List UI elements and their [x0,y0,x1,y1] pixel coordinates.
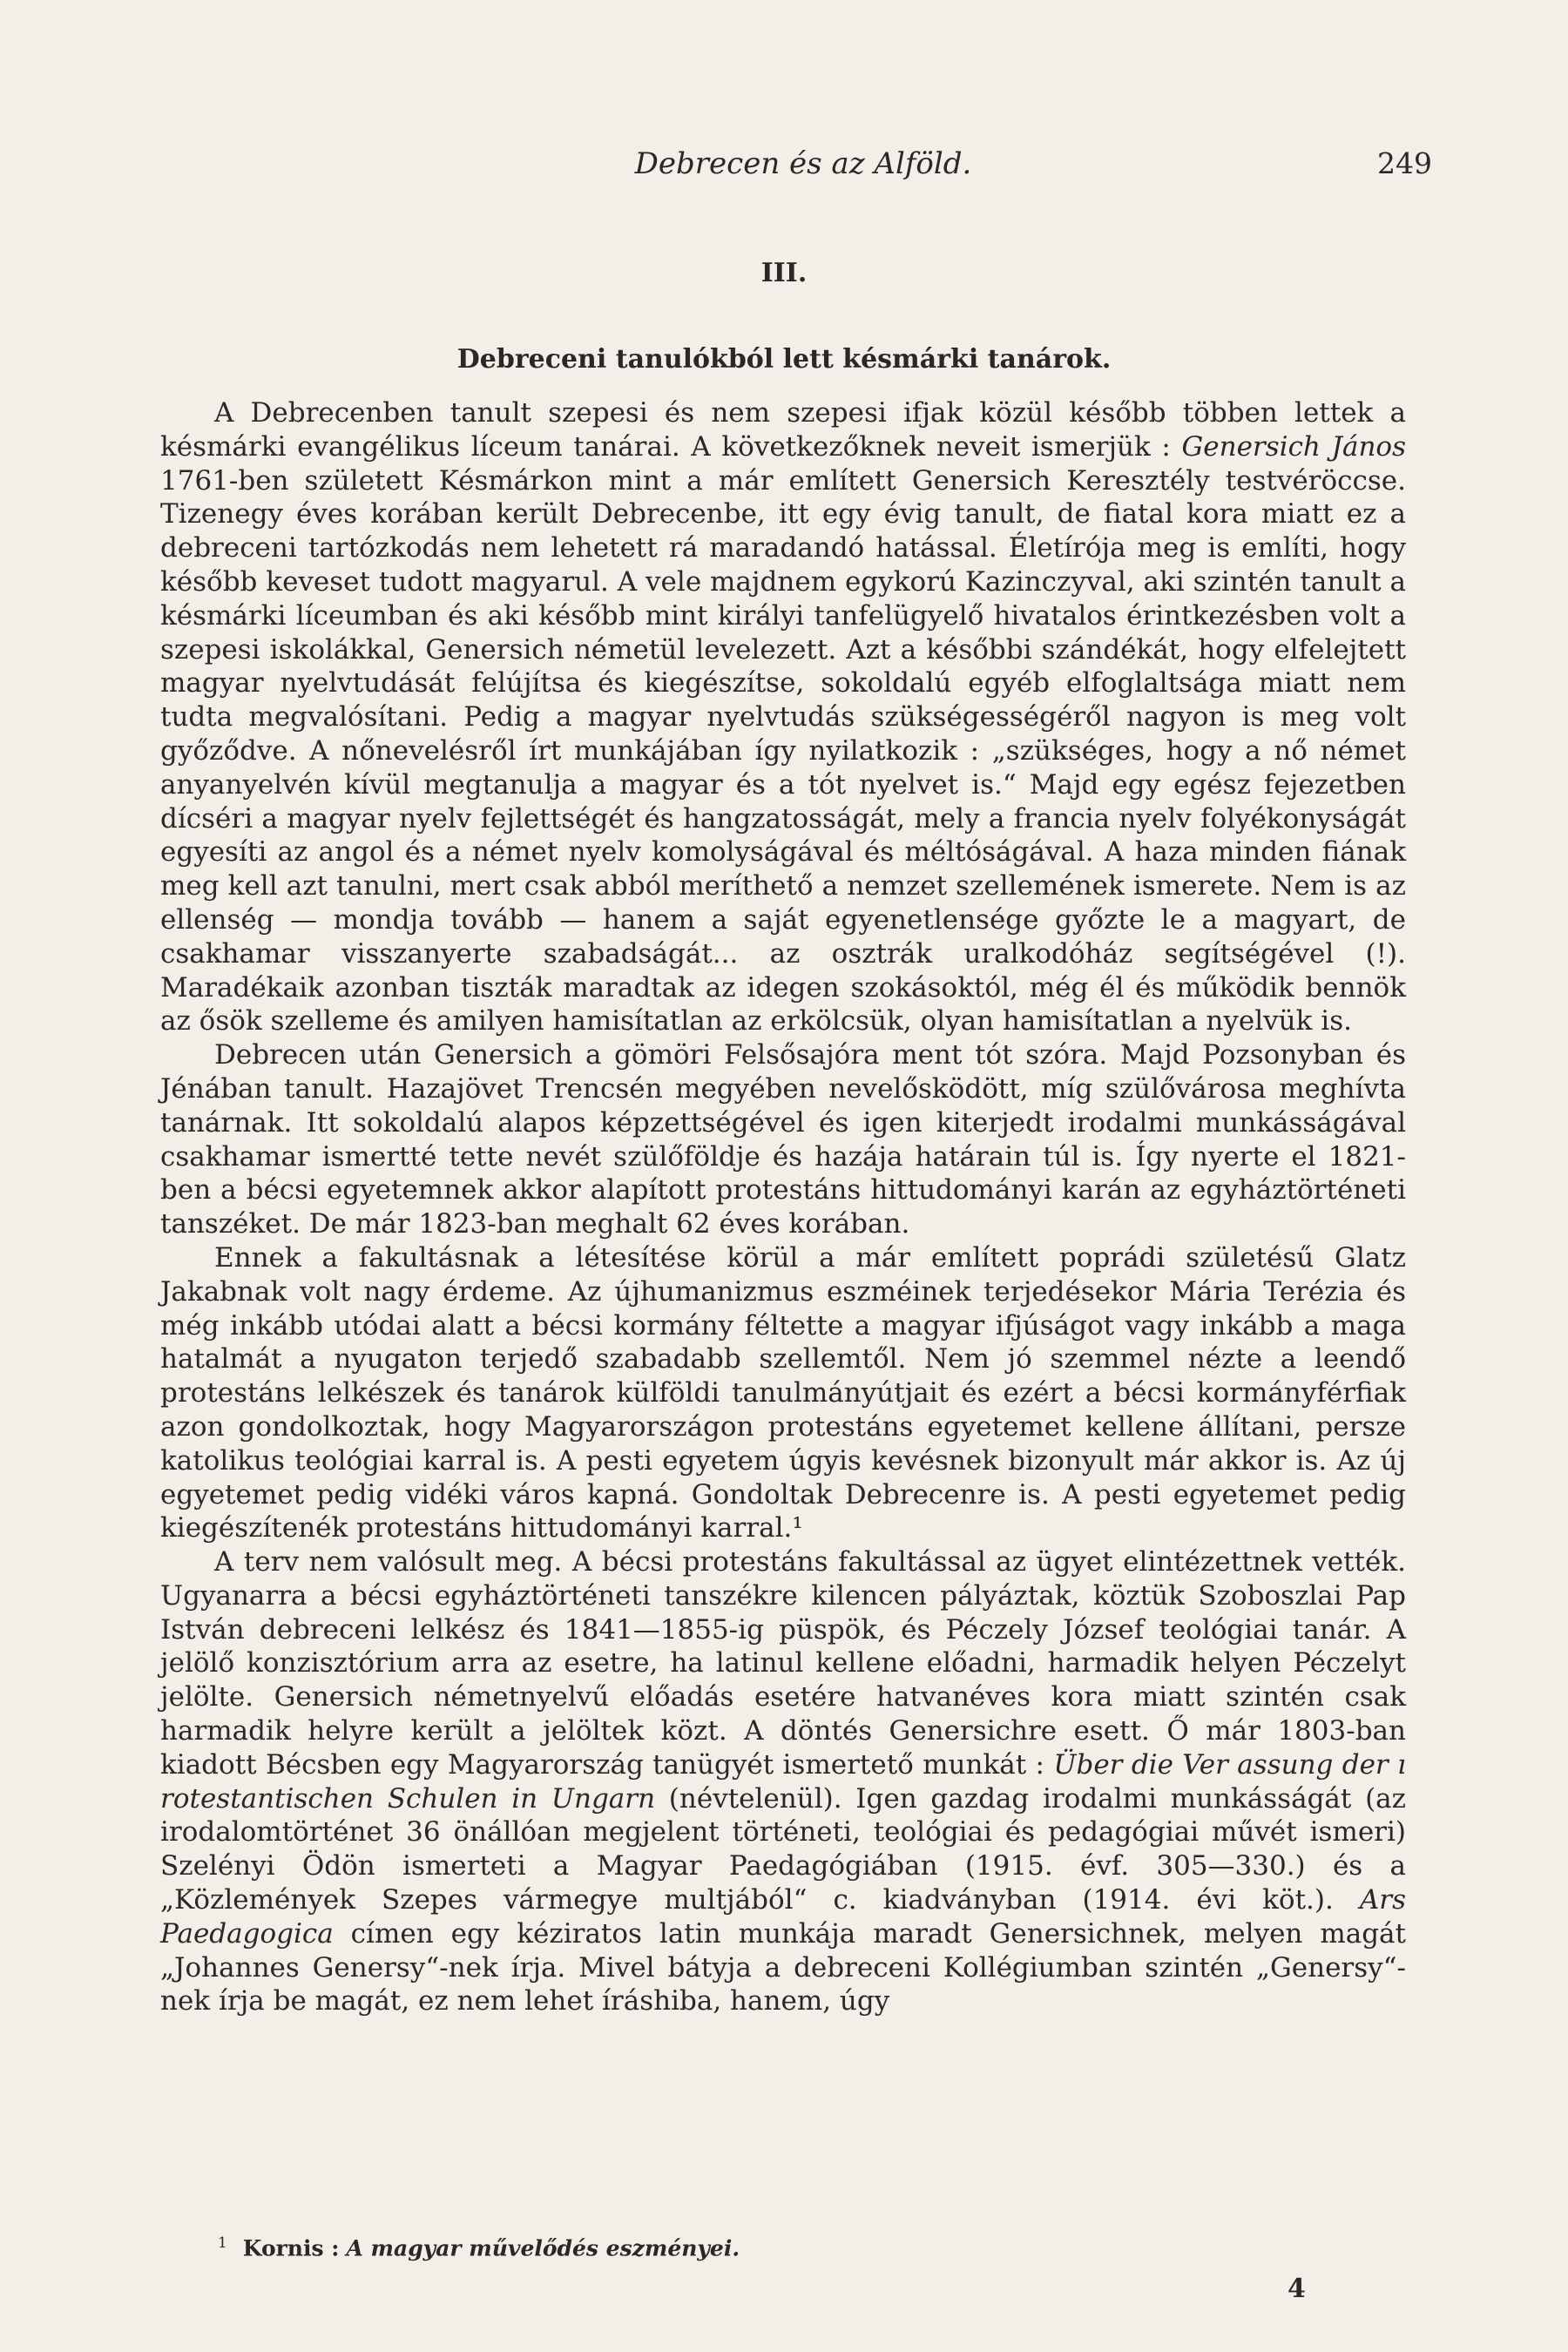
signature-mark: 4 [1288,2274,1306,2304]
paragraph-text: (névtelenül). Igen gazdag irodalmi munkásságát (az irodalomtörténet 36 önállóan megjelent történeti, teológiai és pedagógiai művét ismeri) Szelényi Ödön ismerteti a Magyar Paedagógiában (1915. évf. 305—330.) és a „Közlemények Szepes vármegye multjából“ c. kiadványban (1914. évi köt.). [160,1782,1406,1916]
page-number: 249 [1377,146,1432,180]
paragraph-text: Debrecen után Genersich a gömöri Felsősajóra ment tót szóra. Majd Pozsonyban és Jénában tanult. Hazajövet Trencsén megyében nevelősködött, míg szülővárosa meghívta tanárnak. Itt sokoldalú alapos képzettségével és igen kiterjedt irodalmi munkásságával csakhamar ismertté tette nevét szülőföldje és hazája határain túl is. Így nyerte el 1821-ben a bécsi egyetemnek akkor alapított protestáns hittudományi karán az egyháztörténeti tanszéket. De már 1823-ban meghalt 62 éves korában. [160,1039,1406,1240]
footnote-author: Kornis : [242,2235,340,2261]
paragraph-text: A Debrecenben tanult szepesi és nem szepesi ifjak közül később többen lettek a késmárki evangélikus líceum tanárai. A következőknek neveit ismerjük : [160,397,1406,463]
body-text [160,396,1406,2018]
person-name: Genersich János [1181,430,1406,463]
running-title: Debrecen és az Alföld. [634,146,972,181]
footnote-marker: 1 [218,2234,227,2252]
footnote [218,2234,1263,2261]
paragraph-1 [160,396,1406,1038]
paragraph-text: 1761-ben született Késmárkon mint a már említett Genersich Keresztély testvéröccse. Tizenegy éves korában került Debrecenbe, itt egy évig tanult, de fiatal kora miatt ez a debreceni tartózkodás nem lehetett rá maradandó hatással. Életírója meg is említi, hogy később keveset tudott magyarul. A vele majdnem egykorú Kazinczyval, aki szintén tanult a késmárki líceumban és aki később mint királyi tanfelügyelő hivatalos érintkezésben volt a szepesi iskolákkal, Genersich németül levelezett. Azt a későbbi szándékát, hogy elfelejtett magyar nyelvtudását felújítsa és kiegészítse, sokoldalú egyéb elfoglaltsága miatt nem tudta megvalósítani. Pedig a magyar nyelvtudás szükségességéről nagyon is meg volt győződve. A nőnevelésről írt munkájában így nyilatkozik : „szükséges, hogy a nő német anyanyelvén kívül megtanulja a magyar és a tót nyelvet is.“ Majd egy egész fejezetben dícséri a magyar nyelv fejlettségét és hangzatosságát, mely a francia nyelv folyékonyságát egyesíti az angol és a német nyelv komolyságával és méltóságával. A haza minden fiának meg kell azt tanulni, mert csak abból meríthető a nemzet szellemének ismerete. Nem is az ellenség — mondja tovább — hanem a saját egyenetlensége győzte le a magyart, de csakhamar visszanyerte szabadságát... az osztrák uralkodóház segítségével (!). Maradékaik azonban tiszták maradtak az idegen szokásoktól, még él és működik bennök az ősök szelleme és amilyen hamisítatlan az erkölcsük, olyan hamisítatlan a nyelvük is. [160,464,1406,1037]
paragraph-4 [160,1545,1406,2018]
chapter-title: Debreceni tanulókból lett késmárki tanárok. [456,344,1112,375]
paragraph-2 [160,1038,1406,1241]
running-head [160,146,1446,181]
book-title: Über die Ver assung der ı rotestantischen Schulen in Ungarn [160,1748,1406,1815]
paragraph-text: Ennek a fakultásnak a létesítése körül a már említett poprádi születésű Glatz Jakabnak volt nagy érdeme. Az újhumanizmus eszméinek terjedésekor Mária Terézia és még inkább utódai alatt a bécsi kormány féltette a magyar ifjúságot vagy inkább a maga hatalmát a nyugaton terjedő szabadabb szellemtől. Nem jó szemmel nézte a leendő protestáns lelkészek és tanárok külföldi tanulmányútjait és ezért a bécsi kormányférfiak azon gondolkoztak, hogy Magyarországon protestáns egyetemet kellene állítani, persze katolikus teológiai karral is. A pesti egyetem úgyis kevésnek bizonyult már akkor is. Az új egyetemet pedig vidéki város kapná. Gondoltak Debrecenre is. A pesti egyetemet pedig kiegészítenék protestáns hittudományi karral.¹ [160,1241,1406,1544]
paragraph-text: címen egy kéziratos latin munkája maradt Genersichnek, melyen magát „Johannes Genersy“-nek írja. Mivel bátyja a debreceni Kollégiumban szintén „Genersy“-nek írja be magát, ez nem lehet íráshiba, hanem, úgy [160,1917,1406,2017]
paragraph-3 [160,1241,1406,1545]
section-number: III. [760,258,808,288]
paragraph-text: A terv nem valósult meg. A bécsi protestáns fakultással az ügyet elintézettnek vették. Ugyanarra a bécsi egyháztörténeti tanszékre kilencen pályáztak, köztük Szoboszlai Pap István debreceni lelkész és 1841—1855-ig püspök, és Péczely József teológiai tanár. A jelölő konzisztórium arra az esetre, ha latinul kellene előadni, harmadik helyen Péczelyt jelölte. Genersich németnyelvű előadás esetére hatvanéves kora miatt szintén csak harmadik helyre került a jelöltek közt. A döntés Genersichre esett. Ő már 1803-ban kiadott Bécsben egy Magyarország tanügyét ismertető munkát : [160,1546,1406,1781]
book-title: Ars Paedagogica [160,1884,1406,1950]
footnote-title: A magyar művelődés eszményei. [346,2235,740,2261]
